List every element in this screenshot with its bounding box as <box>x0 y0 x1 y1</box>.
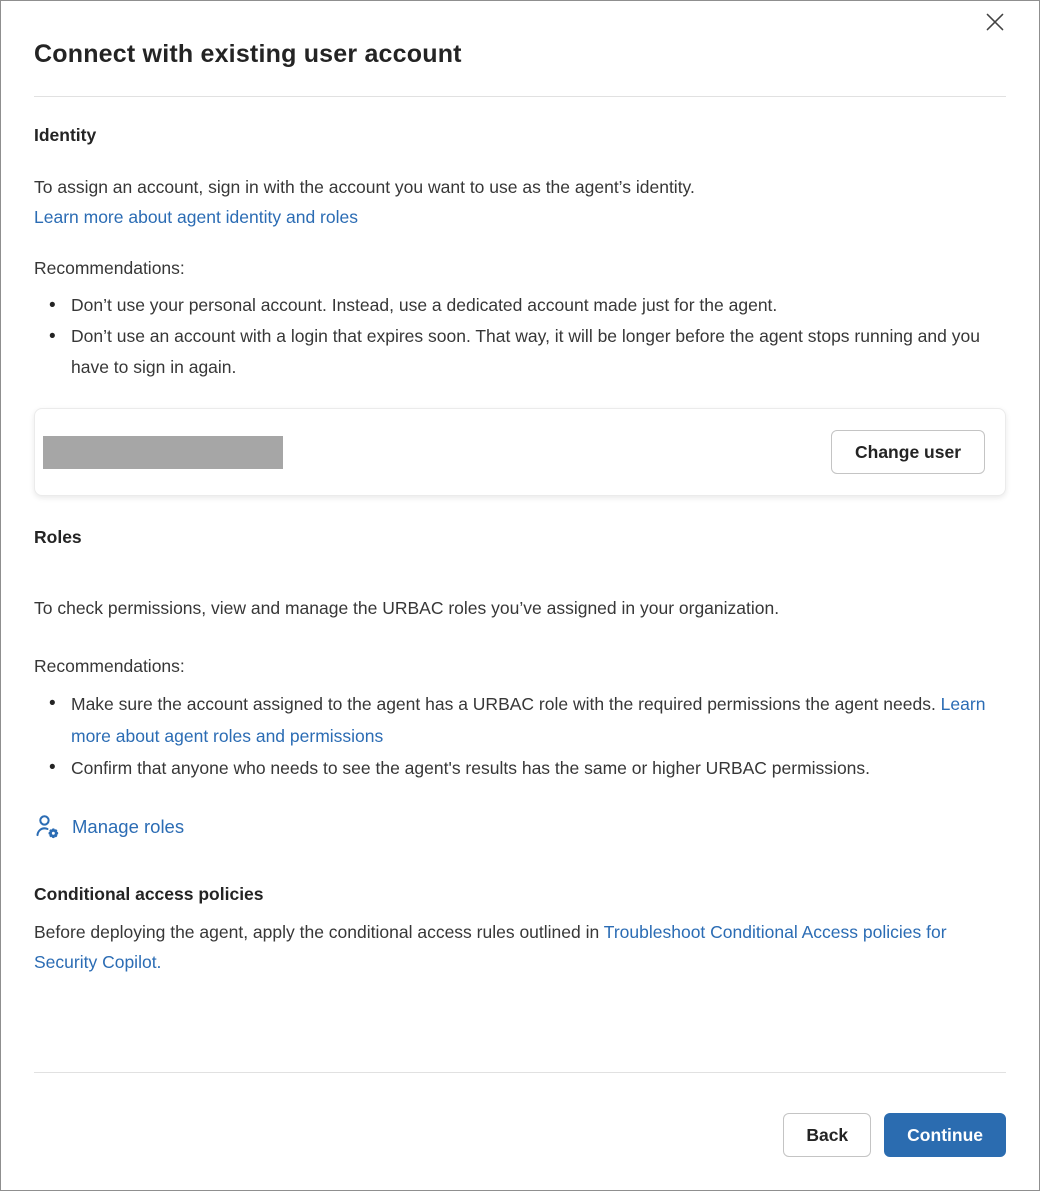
identity-section-heading: Identity <box>34 125 97 145</box>
footer-buttons <box>34 1113 1006 1157</box>
back-button[interactable]: Back <box>783 1113 871 1157</box>
roles-recommendations-list <box>34 688 1006 784</box>
roles-recommendations-label: Recommendations: <box>34 656 185 676</box>
manage-roles-link[interactable] <box>34 813 184 840</box>
roles-description: To check permissions, view and manage the URBAC roles you’ve assigned in your organization. <box>34 598 780 618</box>
assigned-user-card <box>34 408 1006 496</box>
identity-description-text: To assign an account, sign in with the account you want to use as the agent’s identity. <box>34 177 695 197</box>
roles-section-heading: Roles <box>34 527 82 547</box>
dialog-footer <box>34 1072 1006 1190</box>
change-user-button[interactable]: Change user <box>831 430 985 474</box>
dialog-header <box>34 1 1006 70</box>
identity-recommendations-label: Recommendations: <box>34 258 185 278</box>
footer-divider <box>34 1072 1006 1073</box>
person-settings-icon <box>34 813 61 840</box>
gear-icon <box>49 828 59 838</box>
connect-user-dialog <box>1 1 1039 1190</box>
conditional-access-description <box>34 917 994 977</box>
list-item: • Confirm that anyone who needs to see the agent's results has the same or higher URBAC permissions. <box>34 752 1006 784</box>
conditional-access-heading: Conditional access policies <box>34 884 264 904</box>
close-icon <box>982 9 1008 35</box>
roles-rec1-text: Make sure the account assigned to the agent has a URBAC role with the required permissions the agent needs. <box>71 694 941 714</box>
close-button[interactable] <box>978 5 1012 39</box>
troubleshoot-ca-link[interactable]: Troubleshoot Conditional Access policies for Security Copilot. <box>34 922 947 972</box>
conditional-access-text: Before deploying the agent, apply the conditional access rules outlined in <box>34 922 604 942</box>
identity-recommendations-list <box>34 290 1006 383</box>
continue-button[interactable]: Continue <box>884 1113 1006 1157</box>
identity-description <box>34 172 1006 232</box>
page-title: Connect with existing user account <box>34 40 462 68</box>
header-divider <box>34 96 1006 97</box>
redacted-username <box>43 436 283 469</box>
learn-more-roles-link[interactable]: Learn more about agent roles and permissions <box>71 694 986 746</box>
learn-more-identity-link[interactable]: Learn more about agent identity and roles <box>34 207 358 227</box>
list-item <box>34 688 1006 752</box>
manage-roles-label: Manage roles <box>72 815 185 837</box>
list-item: • Don’t use your personal account. Instead, use a dedicated account made just for the agent. <box>34 290 1006 321</box>
list-item: • Don’t use an account with a login that expires soon. That way, it will be longer before the agent stops running and you have to sign in again. <box>34 321 1006 383</box>
